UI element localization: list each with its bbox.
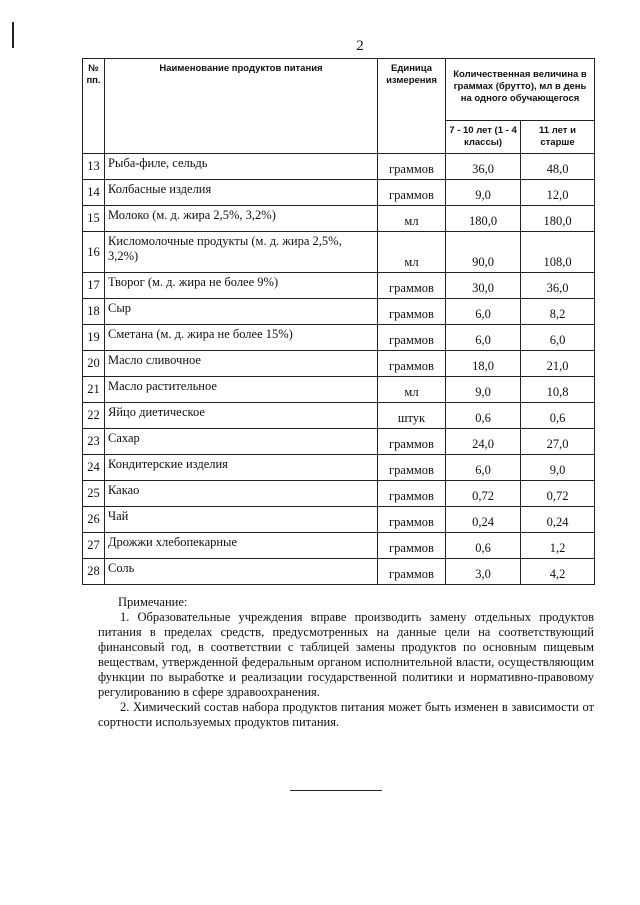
product-name: Соль (105, 559, 378, 585)
value-11-plus: 9,0 (521, 455, 595, 481)
table-row (83, 429, 595, 455)
header-age-7-10: 7 - 10 лет (1 - 4 классы) (446, 120, 521, 153)
value-11-plus: 0,6 (521, 403, 595, 429)
row-number: 22 (83, 403, 105, 429)
product-name: Сыр (105, 299, 378, 325)
row-number: 28 (83, 559, 105, 585)
value-7-10: 3,0 (446, 559, 521, 585)
table-row (83, 377, 595, 403)
unit-cell: граммов (378, 533, 446, 559)
value-11-plus: 6,0 (521, 325, 595, 351)
row-number: 19 (83, 325, 105, 351)
food-norms-table (82, 58, 595, 585)
row-number: 17 (83, 273, 105, 299)
product-name: Колбасные изделия (105, 180, 378, 206)
value-7-10: 0,72 (446, 481, 521, 507)
note-block (98, 595, 594, 730)
row-number: 20 (83, 351, 105, 377)
unit-cell: граммов (378, 455, 446, 481)
row-number: 15 (83, 206, 105, 232)
value-7-10: 18,0 (446, 351, 521, 377)
value-11-plus: 0,24 (521, 507, 595, 533)
product-name: Молоко (м. д. жира 2,5%, 3,2%) (105, 206, 378, 232)
header-name: Наименование продуктов питания (105, 59, 378, 154)
product-name: Яйцо диетическое (105, 403, 378, 429)
value-7-10: 9,0 (446, 377, 521, 403)
table-row (83, 206, 595, 232)
header-unit: Единица измерения (378, 59, 446, 154)
product-name: Кисломолочные продукты (м. д. жира 2,5%, 3,2%) (105, 232, 378, 273)
product-name: Чай (105, 507, 378, 533)
header-age-11-plus: 11 лет и старше (521, 120, 595, 153)
value-11-plus: 0,72 (521, 481, 595, 507)
row-number: 27 (83, 533, 105, 559)
value-11-plus: 180,0 (521, 206, 595, 232)
value-11-plus: 48,0 (521, 154, 595, 180)
row-number: 26 (83, 507, 105, 533)
value-7-10: 9,0 (446, 180, 521, 206)
value-7-10: 90,0 (446, 232, 521, 273)
product-name: Сметана (м. д. жира не более 15%) (105, 325, 378, 351)
row-number: 13 (83, 154, 105, 180)
note-paragraph-1: 1. Образовательные учреждения вправе производить замену отдельных продуктов питания в пределах средств, предусмотренных на данные цели на соответствующий финансовый год, в соответствии с таблицей замены продуктов по основным пищевым веществам, утвержденной федеральным органом исполнительной власти, осуществляющим функции по выработке и реализации государственной политики и нормативно-правовому регулированию в сфере здравоохранения. (98, 610, 594, 699)
table-row (83, 273, 595, 299)
product-name: Масло растительное (105, 377, 378, 403)
row-number: 14 (83, 180, 105, 206)
value-7-10: 180,0 (446, 206, 521, 232)
value-11-plus: 27,0 (521, 429, 595, 455)
table-body (83, 154, 595, 585)
value-11-plus: 8,2 (521, 299, 595, 325)
unit-cell: граммов (378, 325, 446, 351)
product-name: Творог (м. д. жира не более 9%) (105, 273, 378, 299)
unit-cell: мл (378, 232, 446, 273)
table-row (83, 232, 595, 273)
table-row (83, 533, 595, 559)
value-7-10: 6,0 (446, 299, 521, 325)
product-name: Какао (105, 481, 378, 507)
unit-cell: граммов (378, 507, 446, 533)
unit-cell: мл (378, 206, 446, 232)
value-7-10: 0,6 (446, 533, 521, 559)
value-7-10: 36,0 (446, 154, 521, 180)
unit-cell: граммов (378, 351, 446, 377)
value-7-10: 0,6 (446, 403, 521, 429)
unit-cell: граммов (378, 273, 446, 299)
unit-cell: штук (378, 403, 446, 429)
value-7-10: 6,0 (446, 455, 521, 481)
value-11-plus: 10,8 (521, 377, 595, 403)
row-number: 23 (83, 429, 105, 455)
product-name: Масло сливочное (105, 351, 378, 377)
table-row (83, 180, 595, 206)
scan-margin-mark (12, 22, 14, 48)
value-11-plus: 108,0 (521, 232, 595, 273)
value-11-plus: 36,0 (521, 273, 595, 299)
table-row (83, 481, 595, 507)
value-7-10: 30,0 (446, 273, 521, 299)
value-11-plus: 1,2 (521, 533, 595, 559)
page-number: 2 (356, 38, 364, 54)
row-number: 24 (83, 455, 105, 481)
table-row (83, 325, 595, 351)
closing-rule (290, 790, 382, 791)
table-row (83, 299, 595, 325)
value-7-10: 6,0 (446, 325, 521, 351)
value-11-plus: 12,0 (521, 180, 595, 206)
row-number: 16 (83, 232, 105, 273)
product-name: Рыба-филе, сельдь (105, 154, 378, 180)
note-paragraph-2: 2. Химический состав набора продуктов питания может быть изменен в зависимости от сортности используемых продуктов питания. (98, 700, 594, 729)
unit-cell: граммов (378, 180, 446, 206)
unit-cell: граммов (378, 299, 446, 325)
value-7-10: 24,0 (446, 429, 521, 455)
unit-cell: граммов (378, 429, 446, 455)
unit-cell: граммов (378, 154, 446, 180)
value-11-plus: 21,0 (521, 351, 595, 377)
header-quantity: Количественная величина в граммах (брутто), мл в день на одного обучающегося (446, 59, 595, 121)
header-num: № пп. (83, 59, 105, 154)
product-name: Сахар (105, 429, 378, 455)
product-name: Кондитерские изделия (105, 455, 378, 481)
table-row (83, 507, 595, 533)
unit-cell: граммов (378, 559, 446, 585)
row-number: 25 (83, 481, 105, 507)
product-name: Дрожжи хлебопекарные (105, 533, 378, 559)
unit-cell: мл (378, 377, 446, 403)
value-7-10: 0,24 (446, 507, 521, 533)
unit-cell: граммов (378, 481, 446, 507)
table-row (83, 455, 595, 481)
table-row (83, 403, 595, 429)
table-row (83, 154, 595, 180)
row-number: 21 (83, 377, 105, 403)
value-11-plus: 4,2 (521, 559, 595, 585)
row-number: 18 (83, 299, 105, 325)
table-row (83, 351, 595, 377)
table-row (83, 559, 595, 585)
note-title: Примечание: (118, 595, 188, 609)
